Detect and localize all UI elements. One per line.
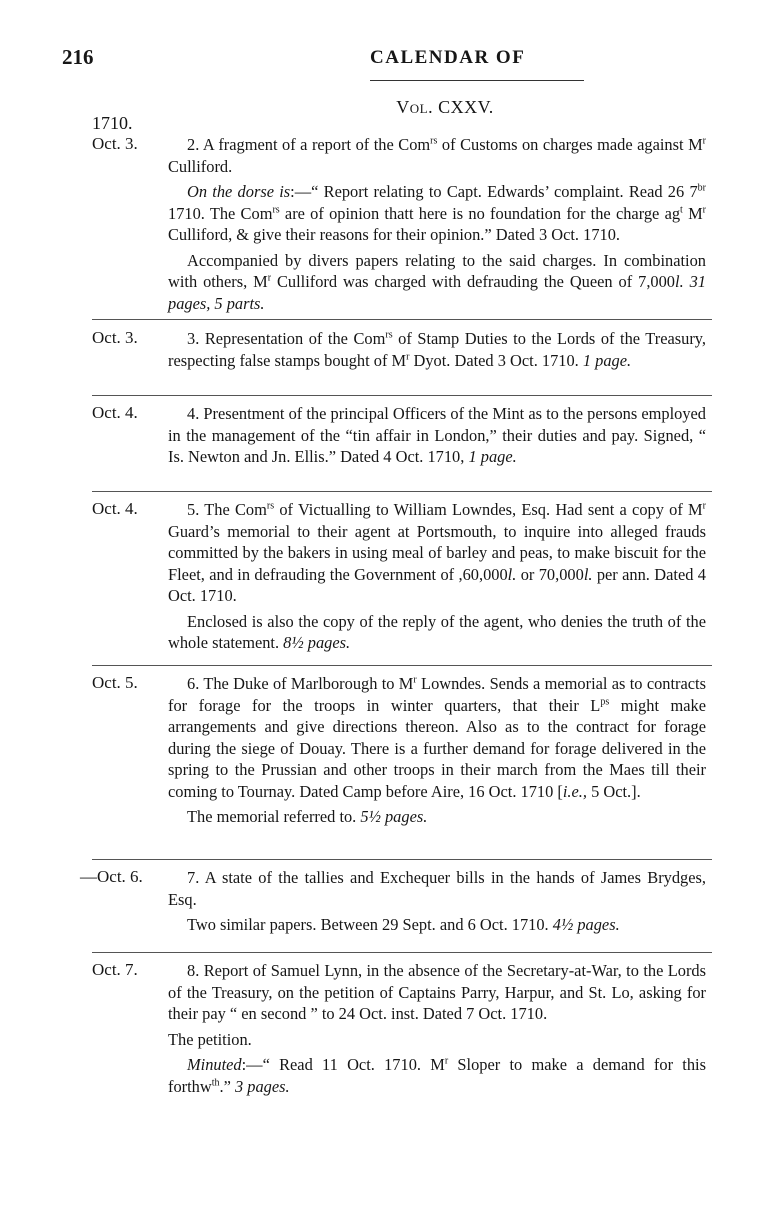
entry-date: Oct. 3.	[92, 328, 138, 347]
entry-date: Oct. 7.	[92, 960, 138, 979]
entry-text: 8. Report of Samuel Lynn, in the absence of the Secretary-at-War, to the Lords of the Treasury, on the petition of Captains Parry, Harpur, and St. Lo, asking for their pay “ en second ” to 24 Oct. inst. Dated 7 Oct. 1710.	[168, 961, 706, 1023]
entry-date: Oct. 3.	[92, 134, 138, 153]
dorse-note: On the dorse is:—“ Report relating to Capt. Edwards’ complaint. Read 26 $7^{br}$ 1710. The Com$^{rs}$ are of opinion thatt here is no foundation for the charge $ag^t$ $M^r$ Culliford, & give their reasons for their opinion.” Dated 3 Oct. 1710.	[168, 182, 706, 244]
entry-text: 5. The Com$^{rs}$ of Victualling to William Lowndes, Esq. Had sent a copy of $M^r$ Guard’s memorial to their agent at Portsmouth, to inquire into alleged frauds committed by the bakers in using meal of barley and peas, to make biscuit for the Fleet, and in defrauding the Government of ,60,000l. or 70,000l. per ann. Dated 4 Oct. 1710.	[168, 500, 706, 605]
year-label: 1710.	[92, 113, 133, 133]
divider	[92, 665, 712, 666]
entry-date: Oct. 4.	[92, 403, 138, 422]
volume-heading: Vol. CXXV.	[396, 97, 494, 117]
divider	[92, 319, 712, 320]
entry-extra: The memorial referred to. 5½ pages.	[187, 807, 428, 826]
entry-text: 7. A state of the tallies and Exchequer bills in the hands of James Brydges, Esq.	[168, 868, 706, 909]
header-rule	[370, 80, 584, 81]
entry-extra: Enclosed is also the copy of the reply of the agent, who denies the truth of the whole statement. 8½ pages.	[168, 611, 706, 652]
minuted-note: Minuted:—“ Read 11 Oct. 1710. $M^r$ Sloper to make a demand for this forthw$^{th}$.” 3 pages.	[168, 1055, 706, 1096]
entry-text: 4. Presentment of the principal Officers of the Mint as to the persons employed in the management of the “tin affair in London,” their duties and pay. Signed, “ Is. Newton and Jn. Ellis.” Dated 4 Oct. 1710, 1 page.	[168, 404, 706, 466]
entry-text: 2. A fragment of a report of the Com$^{rs}$ of Customs on charges made against $M^r$ Culliford.	[168, 135, 706, 176]
entry-extra: The petition.	[168, 1029, 252, 1049]
page-number: 216	[62, 45, 94, 69]
entry-date: —Oct. 6.	[80, 867, 143, 886]
entry-body	[168, 134, 706, 318]
entry-body	[168, 328, 706, 375]
entry-date: Oct. 4.	[92, 499, 138, 518]
entry-extra: Two similar papers. Between 29 Sept. and 6 Oct. 1710. 4½ pages.	[187, 915, 620, 934]
divider	[92, 859, 712, 860]
entry-body	[168, 960, 706, 1101]
entry-body	[168, 673, 706, 832]
entry-text: 6. The Duke of Marlborough to $M^r$ Lowndes. Sends a memorial as to contracts for forage for the troops in winter quarters, that their $L^{ps}$ might make arrangements and give directions thereon. Also as to the contract for forage during the siege of Douay. There is a further demand for forage delivered in the spring to the Prussian and other troops in their march from the Maes till their coming to Tournay. Dated Camp before Aire, 16 Oct. 1710 [i.e., 5 Oct.].	[168, 674, 706, 801]
entry-extra: Accompanied by divers papers relating to the said charges. In combination with others, $M^r$ Culliford was charged with defrauding the Queen of 7,000l. 31 pages, 5 parts.	[168, 250, 706, 313]
entry-body	[168, 403, 706, 472]
running-title: CALENDAR OF	[370, 47, 526, 68]
entry-body	[168, 867, 706, 940]
divider	[92, 491, 712, 492]
entry-body	[168, 499, 706, 658]
divider	[92, 395, 712, 396]
entry-date: Oct. 5.	[92, 673, 138, 692]
divider	[92, 952, 712, 953]
entry-text: 3. Representation of the Com$^{rs}$ of Stamp Duties to the Lords of the Treasury, respecting false stamps bought of $M^r$ Dyot. Dated 3 Oct. 1710. 1 page.	[168, 329, 706, 370]
